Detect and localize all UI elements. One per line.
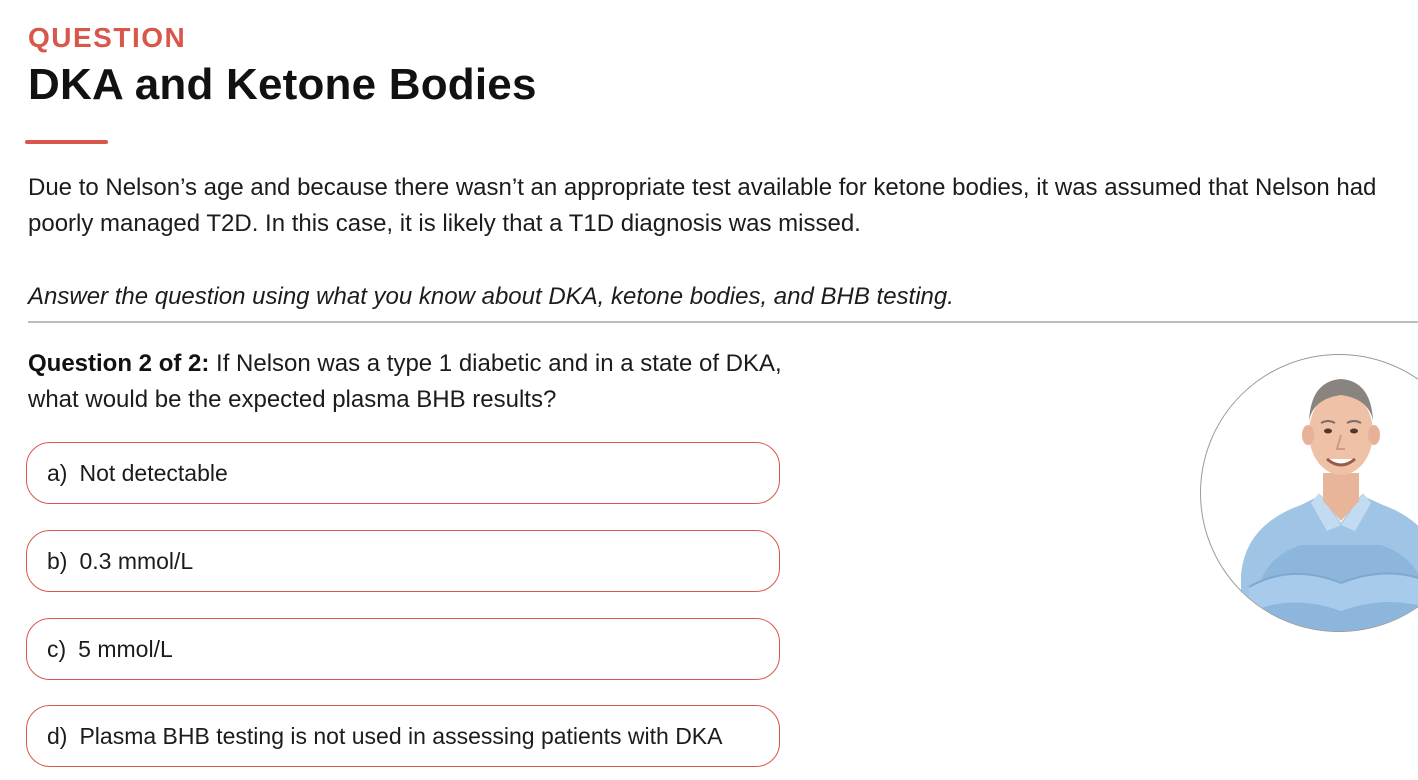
option-letter: b) [47, 547, 68, 574]
option-label: Not detectable [79, 459, 228, 486]
question-prompt [28, 346, 788, 418]
section-divider [28, 321, 1418, 323]
option-label: 5 mmol/L [78, 635, 173, 662]
title-accent-bar [25, 140, 108, 144]
question-eyebrow: QUESTION [28, 22, 187, 53]
option-letter: c) [47, 635, 67, 662]
question-number: Question 2 of 2: [28, 350, 210, 377]
answer-option-c[interactable] [26, 618, 780, 680]
option-label: Plasma BHB testing is not used in assessing patients with DKA [79, 722, 723, 749]
answer-option-b[interactable] [26, 530, 780, 592]
answer-option-d[interactable] [26, 705, 780, 767]
question-text: If Nelson was a type 1 diabetic and in a state of DKA, what would be the expected plasma BHB results? [28, 350, 782, 413]
option-letter: a) [47, 459, 68, 486]
intro-paragraph: Due to Nelson’s age and because there wasn’t an appropriate test available for ketone bodies, it was assumed that Nelson had poorly managed T2D. In this case, it is likely that a T1D diagnosis was missed. [28, 174, 1377, 237]
instruction-text: Answer the question using what you know about DKA, ketone bodies, and BHB testing. [28, 283, 954, 310]
patient-avatar [1200, 354, 1418, 632]
option-letter: d) [47, 722, 68, 749]
option-label: 0.3 mmol/L [79, 547, 194, 574]
answer-option-a[interactable] [26, 442, 780, 504]
page-title: DKA and Ketone Bodies [28, 60, 537, 109]
patient-portrait-icon [1201, 355, 1418, 632]
